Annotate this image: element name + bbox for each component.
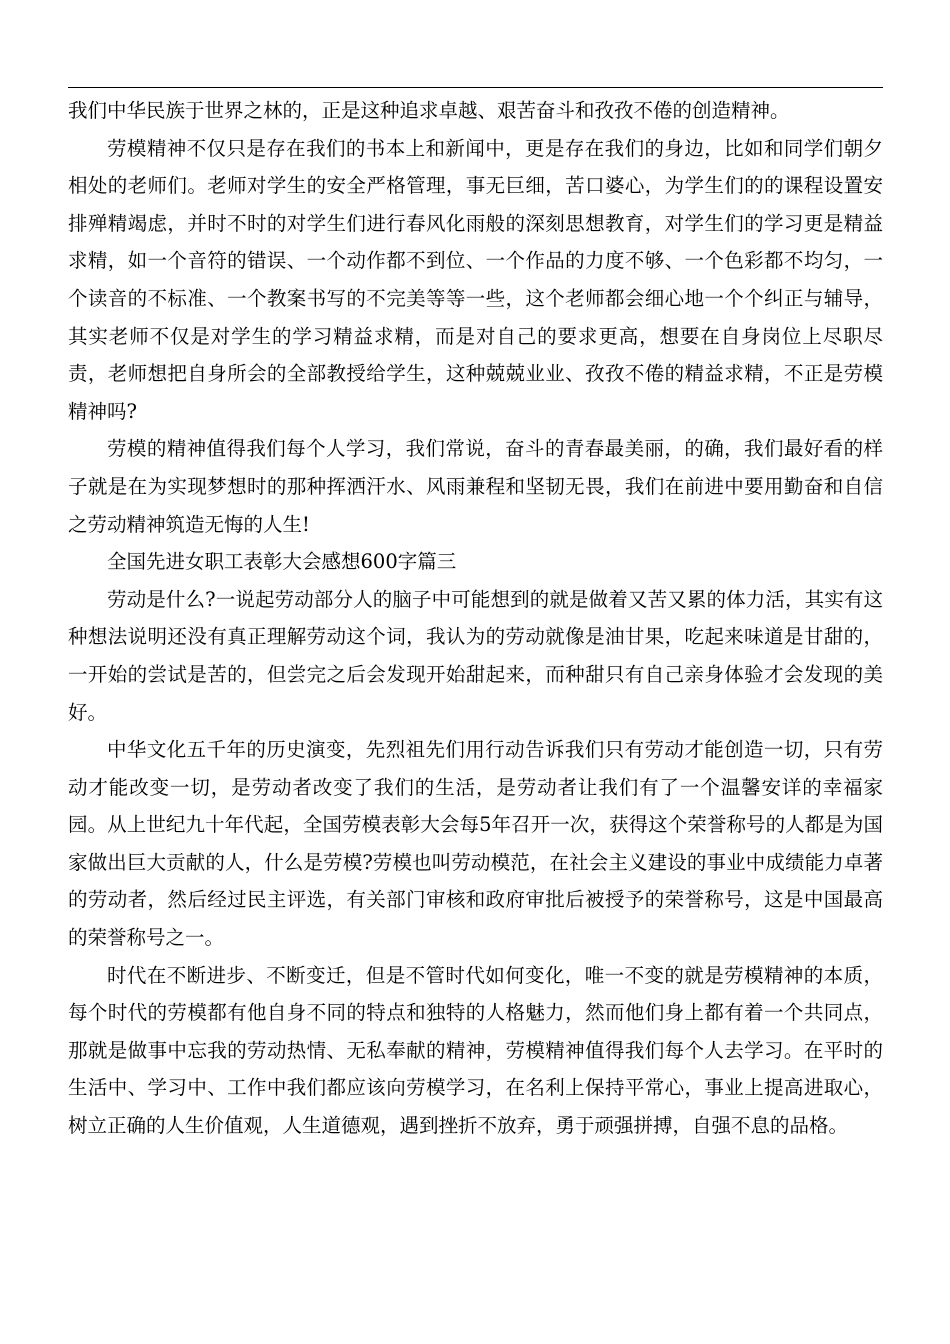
document-body [68,92,883,1145]
paragraph-3: 劳模的精神值得我们每个人学习，我们常说，奋斗的青春最美丽，的确，我们最好看的样子就是在为实现梦想时的那种挥洒汗水、风雨兼程和坚韧无畏，我们在前进中要用勤奋和自信之劳动精神筑造无悔的人生! [68,437,883,536]
paragraph-2: 劳模精神不仅只是存在我们的书本上和新闻中，更是存在我们的身边，比如和同学们朝夕相处的老师们。老师对学生的安全严格管理，事无巨细，苦口婆心，为学生们的的课程设置安排殚精竭虑，并时不时的对学生们进行春风化雨般的深刻思想教育，对学生们的学习更是精益求精，如一个音符的错误、一个动作都不到位、一个作品的力度不够、一个色彩都不均匀，一个读音的不标准、一个教案书写的不完美等等一些，这个老师都会细心地一个个纠正与辅导，其实老师不仅是对学生的学习精益求精，而是对自己的要求更高，想要在自身岗位上尽职尽责，老师想把自身所会的全部教授给学生，这种兢兢业业、孜孜不倦的精益求精，不正是劳模精神吗? [68,136,883,423]
paragraph-5: 中华文化五千年的历史演变，先烈祖先们用行动告诉我们只有劳动才能创造一切，只有劳动才能改变一切，是劳动者改变了我们的生活，是劳动者让我们有了一个温馨安详的幸福家园。从上世纪九十年代起，全国劳模表彰大会每5年召开一次，获得这个荣誉称号的人都是为国家做出巨大贡献的人，什么是劳模?劳模也叫劳动模范，在社会主义建设的事业中成绩能力卓著的劳动者，然后经过民主评选，有关部门审核和政府审批后被授予的荣誉称号，这是中国最高的荣誉称号之一。 [68,738,883,950]
paragraph-1: 我们中华民族于世界之林的，正是这种追求卓越、艰苦奋斗和孜孜不倦的创造精神。 [68,99,790,122]
paragraph-4: 劳动是什么?一说起劳动部分人的脑子中可能想到的就是做着又苦又累的体力活，其实有这种想法说明还没有真正理解劳动这个词，我认为的劳动就像是油甘果，吃起来味道是甘甜的，一开始的尝试是苦的，但尝完之后会发现开始甜起来，而种甜只有自己亲身体验才会发现的美好。 [68,587,883,724]
paragraph-6: 时代在不断进步、不断变迁，但是不管时代如何变化，唯一不变的就是劳模精神的本质，每个时代的劳模都有他自身不同的特点和独特的人格魅力，然而他们身上都有着一个共同点，那就是做事中忘我的劳动热情、无私奉献的精神，劳模精神值得我们每个人去学习。在平时的生活中、学习中、工作中我们都应该向劳模学习，在名利上保持平常心，事业上提高进取心，树立正确的人生价值观，人生道德观，遇到挫折不放弃，勇于顽强拼搏，自强不息的品格。 [68,963,883,1138]
section-heading: 全国先进女职工表彰大会感想600字篇三 [107,550,457,574]
header-rule [68,87,883,88]
